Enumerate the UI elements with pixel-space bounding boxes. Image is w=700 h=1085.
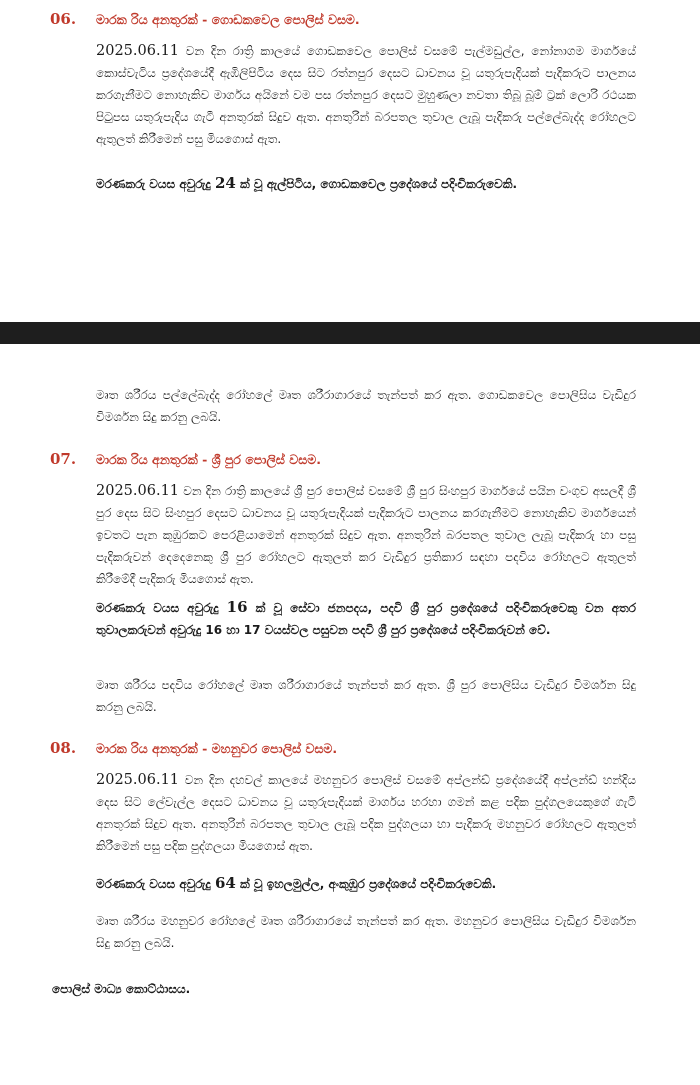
victim-age: 64 — [214, 874, 236, 892]
section-title: මාරක රිය අනතුරක් - මහනුවර පොලිස් වසම. — [96, 741, 338, 756]
section-number: 07. — [50, 450, 77, 468]
section-07-closing: මෘත ශරීරය පදවිය රෝහලේ මෘත ශරීරාගාරයේ තැන්පත් කර ඇත. ශ්‍රී පුර පොලිසිය වැඩිදුර විමර්ශන සිදු කරනු ලබයි. — [96, 678, 636, 714]
section-08-closing: මෘත ශරීරය මහනුවර රෝහලේ මෘත ශරීරාගාරයේ තැන්පත් කර ඇත. මහනුවර පොලිසිය වැඩිදුර විමර්ශන සිදු කරනු ලබයි. — [96, 914, 636, 950]
section-number: 08. — [50, 739, 77, 757]
victim-text-pre: මරණකරු වයස අවුරුදු — [96, 177, 215, 191]
incident-description — [96, 480, 636, 590]
incident-date: 2025.06.11 — [96, 43, 180, 59]
victim-details — [96, 596, 636, 641]
incident-date: 2025.06.11 — [96, 772, 180, 788]
victim-text-post: ක් වූ සේවා ජනපදය, පදවි ශ්‍රී පුර ප්‍රදේශයේ පදිංචිකරුවෙකු වන අතර තුවාලකරුවන් අවුරුදු 16 හා 17 වයස්වල පසුවන පදවි ශ්‍රී පුර ප්‍රදේශයේ පදිංචිකරුවන් වේ. — [96, 601, 636, 637]
incident-description — [96, 40, 636, 150]
incident-text: වන දින රාත්‍රි කාලයේ ගොඩකවෙල පොලිස් වසමේ පැල්මඩුල්ල, නෝනාගම මාර්ගයේ කොස්වැටිය ප්‍රදේශයේදී ඇඹිලිපිටිය දෙස සිට රත්නපුර දෙසට ධාවනය වූ යතුරුපැදියක් පැදිකරුට පාලනය කරගැනීමට නොහැකිව මාර්ගය අයිනේ වම පස රත්නපුර දෙසට මුහුණලා නවතා තිබූ බූම් ට්‍රක් ලොරි රථයක පිටුපස යතුරුපැදිය ගැටී අනතුරක් සිදුව ඇත. අනතුරින් බරපතල තුවාල ලැබූ පැදිකරු පල්ලේබැද්ද රෝහලට ඇතුලත් කිරීමෙන් පසු මියගොස් ඇත. — [96, 44, 636, 146]
section-title: මාරක රිය අනතුරක් - ගොඩකවෙල පොලිස් වසම. — [96, 12, 360, 27]
section-08-heading — [50, 739, 337, 757]
section-title: මාරක රිය අනතුරක් - ශ්‍රී පුර පොලිස් වසම. — [96, 452, 321, 467]
section-07-heading — [50, 450, 321, 468]
document-page-bottom — [0, 344, 700, 1085]
victim-details — [96, 172, 636, 195]
victim-text-post: ක් වූ ඇල්පිටිය, ගොඩකවෙල ප්‍රදේශයේ පදිංචිකරුවෙකි. — [235, 177, 518, 191]
victim-age: 24 — [214, 174, 236, 192]
victim-text-pre: මරණකරු වයස අවුරුදු — [96, 877, 215, 891]
victim-details — [96, 872, 636, 895]
section-06-closing: මෘත ශරීරය පල්ලේබැද්ද රෝහලේ මෘත ශරීරාගාරයේ තැන්පත් කර ඇත. ගොඩකවෙල පොලිසිය වැඩිදුර විමර්ශන සිදු කරනු ලබයි. — [96, 388, 636, 424]
victim-text-pre: මරණකරු වයස අවුරුදු — [96, 601, 227, 615]
victim-text-post: ක් වූ ඉහලමුල්ල, අංකුඹුර ප්‍රදේශයේ පදිංචිකරුවෙකි. — [235, 877, 497, 891]
incident-date: 2025.06.11 — [96, 483, 180, 499]
issuer-signature: පොලිස් මාධ්‍ය කොට්ඨාසය. — [52, 982, 191, 996]
document-page-top — [0, 0, 700, 322]
incident-text: වන දින දහවල් කාලයේ මහනුවර පොලිස් වසමේ අප්ලන්ඩ් ප්‍රදේශයේදී අප්ලන්ඩ් හන්දිය දෙස සිට ලේවැල්ල දෙසට ධාවනය වූ යතුරුපැදියක් මාර්ගය හරහා ගමන් කළ පදික පුද්ගලයෙකුගේ ගැටී අනතුරක් සිදුව ඇත. අනතුරින් බරපතල තුවාල ලැබූ පදික පුද්ගලයා හා පැදිකරු මහනුවර රෝහලට ඇතුලත් කිරීමෙන් පසු පදික පුද්ගලයා මියගොස් ඇත. — [96, 773, 636, 853]
section-06-heading — [50, 10, 360, 28]
incident-text: වන දින රාත්‍රි කාලයේ ශ්‍රී පුර පොලිස් වසමේ ශ්‍රී පුර සිංහපුර මාර්ගයේ පයින වංගුව අසලදී ශ්‍රී පුර දෙස සිට සිංහපුර දෙසට ධාවනය වූ යතුරුපැදියක් පැදිකරුට පාලනය කරගැනීමට නොහැකිව මාර්ගයෙන් ඉවතට පැන කුඹුරකට පෙරළියාමෙන් අනතුරක් සිදුව ඇත. අනතුරින් බරපතල තුවාල ලැබූ පැදිකරු හා පසු පැදිකරුවන් දෙදෙනෙකු ශ්‍රී පුර රෝහලට ඇතුලත් කර වැඩිදුර ප්‍රතිකාර සඳහා පදවිය රෝහලට ඇතුලත් කිරීමේදී පැදිකරු මියගොස් ඇත. — [96, 484, 636, 586]
page-divider — [0, 322, 700, 344]
section-number: 06. — [50, 10, 77, 28]
incident-description — [96, 769, 636, 857]
victim-age: 16 — [226, 598, 248, 616]
